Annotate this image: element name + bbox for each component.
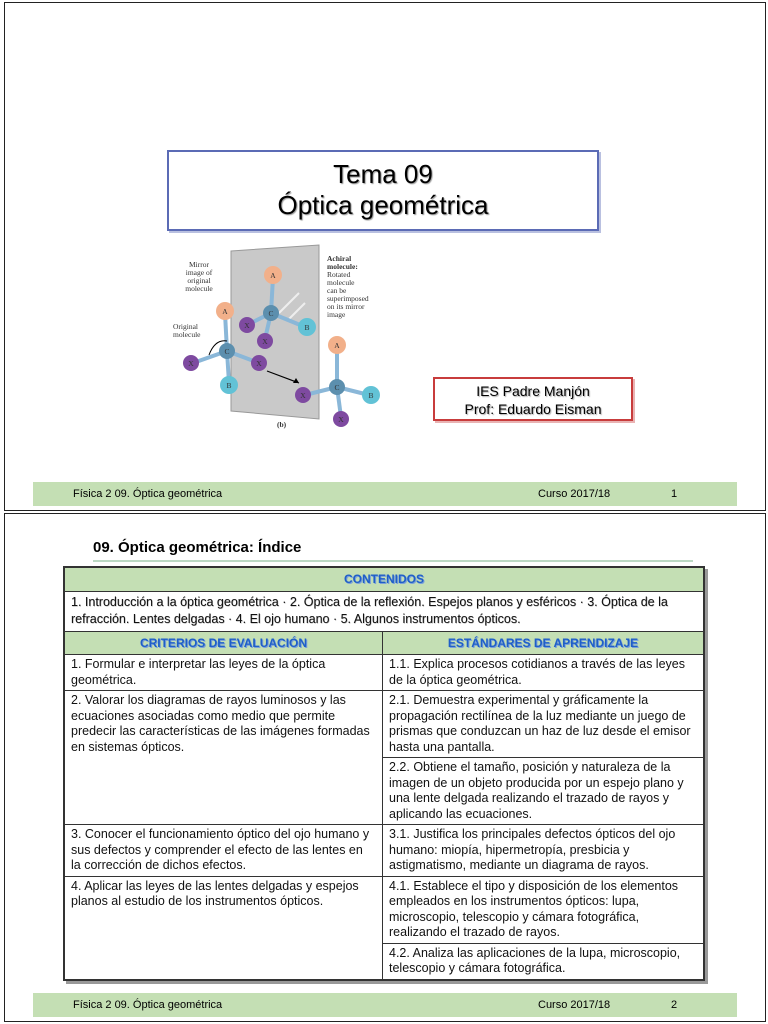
svg-text:(b): (b) [277,420,287,429]
table-row [65,654,703,690]
svg-text:Rotatedmoleculecan besuperimpo: Rotated molecule can be superimposed on its mirror image [327,270,369,319]
svg-text:A: A [270,271,276,280]
footer-course: Curso 2017/18 [538,999,611,1011]
svg-text:X: X [262,337,268,346]
estandares-header: ESTÁNDARES DE APRENDIZAJE [447,636,639,650]
contenidos-text: 1. Introducción a la óptica geométrica · 2. Óptica de la reflexión. Espejos planos y esféricos · 3. Óptica de la refracción. Lentes delgadas · 4. El ojo humano · 5. Algunos instrumentos ópticos. [71,595,668,626]
estandar-cell: 2.2. Obtiene el tamaño, posición y naturaleza de la imagen de un objeto producida por un espejo plano y una lente delgada realizando el trazado de rayos y aplicando las ecuaciones. [383,757,703,824]
columns-header [65,631,703,654]
footer-page-number: 2 [671,999,678,1011]
table-row [65,690,703,824]
criterio-cell: 2. Valorar los diagramas de rayos luminosos y las ecuaciones asociadas como medio que permite predecir las características de las imágenes formadas en sistemas ópticos. [65,691,383,824]
svg-text:C: C [268,309,274,318]
svg-text:C: C [224,347,230,356]
index-table [63,566,705,981]
estandar-cell: 4.2. Analiza las aplicaciones de la lupa, microscopio, telescopio y cámara fotográfica. [383,943,703,979]
svg-text:A: A [222,307,228,316]
svg-text:B: B [226,381,232,390]
title-line-1: Tema 09 [333,159,433,189]
svg-text:B: B [304,323,310,332]
footer-subject: Física 2 09. Óptica geométrica [73,488,223,500]
criterio-cell: 4. Aplicar las leyes de las lentes delgadas y espejos planos al estudio de los instrumentos ópticos. [65,877,383,979]
molecule-mirror-figure [169,243,389,433]
svg-text:A: A [334,341,340,350]
slide-2 [4,513,766,1022]
slide-1 [4,2,766,511]
table-row [65,876,703,979]
svg-text:Originalmolecule: Original molecule [173,322,201,339]
table-row [65,824,703,876]
svg-text:X: X [300,391,306,400]
estandar-cell: 3.1. Justifica los principales defectos ópticos del ojo humano: miopía, hipermetropía, presbicia y astigmatismo, mediante un diagrama de rayos. [389,827,676,872]
slide-footer [33,993,737,1017]
contenidos-header: CONTENIDOS [65,568,703,591]
teacher-name: Prof: Eduardo Eisman [464,401,602,417]
index-title: 09. Óptica geométrica: Índice [93,539,302,556]
school-name: IES Padre Manjón [476,383,590,399]
contenidos-row [65,591,703,631]
svg-text:Achiralmolecule:: Achiral molecule: [327,254,358,271]
svg-text:C: C [334,383,340,392]
svg-text:X: X [256,359,262,368]
svg-text:Mirrorimage oforiginalmolecule: Mirror image of original molecule [185,260,213,293]
estandar-cell: 4.1. Establece el tipo y disposición de los elementos empleados en los instrumentos ópticos: lupa, microscopio, telescopio y cámara fotográfica, realizando el trazado de rayos. [389,878,679,939]
svg-text:B: B [368,391,374,400]
svg-text:X: X [244,321,250,330]
estandar-cell: 2.1. Demuestra experimental y gráficamente la propagación rectilínea de la luz mediante un juego de prismas que conduzcan un haz de luz desde el emisor hasta una pantalla. [389,693,691,754]
footer-page-number: 1 [671,488,678,500]
footer-subject: Física 2 09. Óptica geométrica [73,999,223,1011]
svg-text:X: X [188,359,194,368]
svg-text:X: X [338,415,344,424]
title-box [167,150,599,231]
title-underline [93,560,693,562]
school-box [433,377,633,421]
criterios-header: CRITERIOS DE EVALUACIÓN [65,632,383,654]
slide-footer [33,482,737,506]
title-line-2: Óptica geométrica [277,190,489,220]
criterio-cell: 3. Conocer el funcionamiento óptico del ojo humano y sus defectos y comprender el efecto de las lentes en la corrección de dichos efectos. [65,825,383,876]
criterio-cell: 1. Formular e interpretar las leyes de la óptica geométrica. [65,655,383,690]
footer-course: Curso 2017/18 [538,488,611,500]
estandar-cell: 1.1. Explica procesos cotidianos a través de las leyes de la óptica geométrica. [389,657,685,687]
